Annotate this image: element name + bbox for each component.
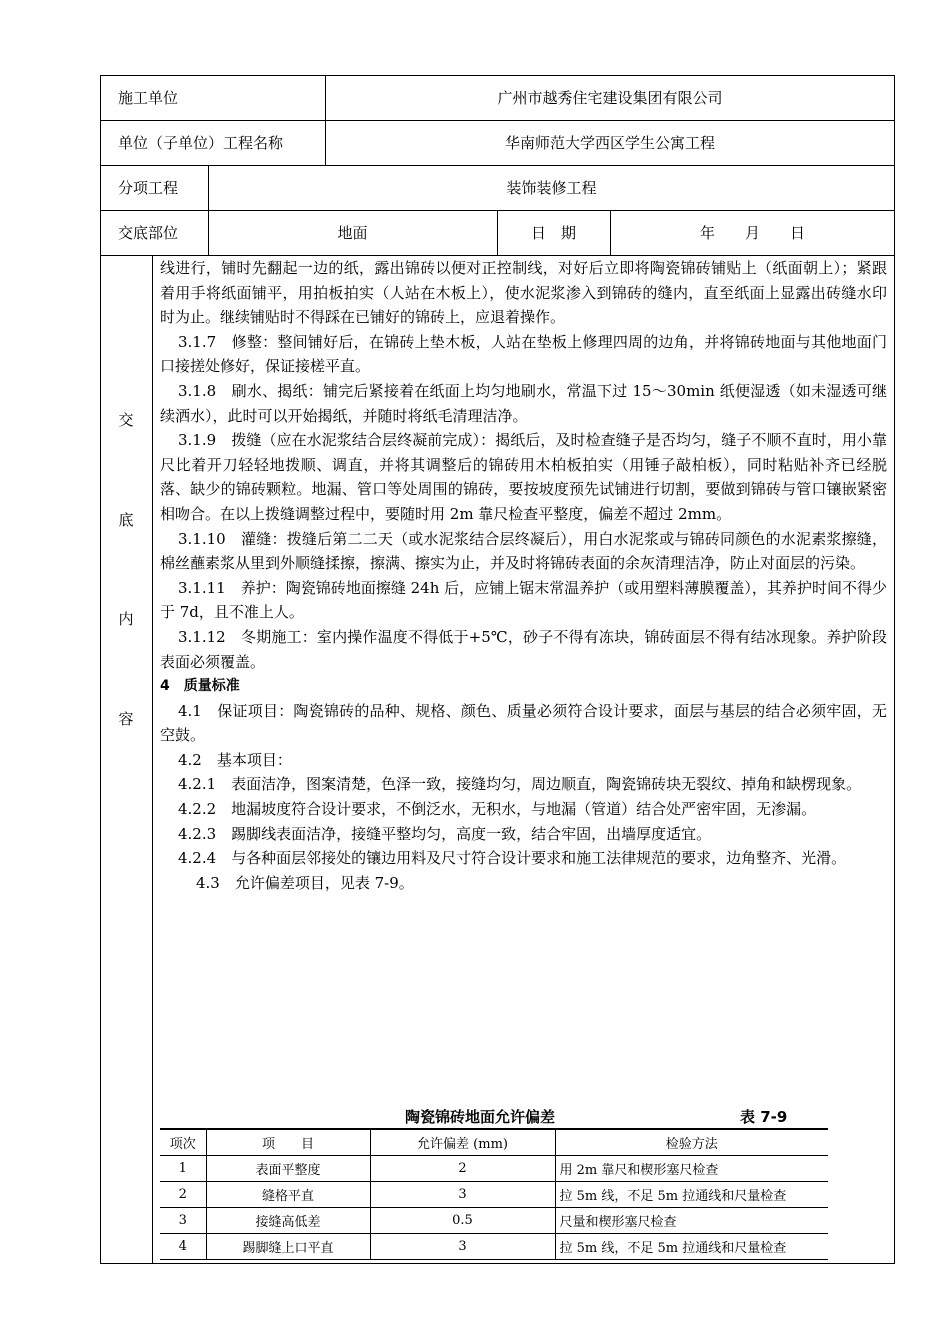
table-number: 表 7-9: [740, 1108, 788, 1126]
table-cell: 踢脚缝上口平直: [206, 1234, 370, 1260]
paragraph: 线进行，铺时先翻起一边的纸，露出锦砖以便对正控制线，对好后立即将陶瓷锦砖铺贴上（纸面朝上）；紧跟着用手将纸面铺平，用拍板拍实（人站在木板上），使水泥浆渗入到锦砖的缝内，直至纸面上显露出砖缝水印时为止。继续铺贴时不得踩在已铺好的锦砖上，应退着操作。: [160, 259, 887, 327]
project-name-value: 华南师范大学西区学生公寓工程: [504, 134, 715, 152]
paragraph: 4.2 基本项目：: [178, 750, 292, 769]
paragraph: 4.2.2 地漏坡度符合设计要求，不倒泛水，无积水，与地漏（管道）结合处严密牢固，无渗漏。: [178, 800, 817, 819]
table-cell: 3: [370, 1182, 555, 1208]
table-cell: 缝格平直: [206, 1182, 370, 1208]
table-cell: 接缝高低差: [206, 1208, 370, 1234]
paragraph: 3.1.9 拨缝（应在水泥浆结合层终凝前完成）：揭纸后，及时检查缝子是否均匀，缝子不顺不直时，用小靠尺比着开刀轻轻地拨顺、调直，并将其调整后的锦砖用木柏板拍实（用锤子敲柏板），同时粘贴补齐已经脱落、缺少的锦砖颗粒。地漏、管口等处周围的锦砖，要按坡度预先试铺进行切割，要做到锦砖与管口镶嵌紧密相吻合。在以上拨缝调整过程中，要随时用 2m 靠尺检查平整度，偏差不超过 2mm。: [160, 431, 887, 523]
table-header-cell: 项次: [160, 1129, 206, 1156]
table-cell: 2: [160, 1182, 206, 1208]
paragraph: 3.1.12 冬期施工：室内操作温度不得低于+5℃，砂子不得有冻块，锦砖面层不得有结冰现象。养护阶段表面必须覆盖。: [160, 627, 887, 671]
table-row: [160, 1156, 828, 1182]
table-header-cell: 允许偏差 (mm): [370, 1129, 555, 1156]
project-name-label: 单位（子单位）工程名称: [118, 134, 284, 152]
table-cell: 0.5: [370, 1208, 555, 1234]
side-label-char: 容: [118, 710, 134, 728]
table-header-row: [160, 1129, 828, 1156]
table-cell: 拉 5m 线，不足 5m 拉通线和尺量检查: [559, 1241, 787, 1256]
table-cell: 用 2m 靠尺和楔形塞尺检查: [559, 1163, 719, 1178]
sub-item-value: 装饰装修工程: [506, 179, 597, 197]
side-label-char: 底: [118, 511, 134, 529]
date-value: 年 月 日: [699, 224, 805, 242]
table-cell: 拉 5m 线，不足 5m 拉通线和尺量检查: [559, 1189, 787, 1204]
paragraph: 4.2.1 表面洁净，图案清楚，色泽一致，接缝均匀，周边顺直，陶瓷锦砖块无裂纹、掉角和缺楞现象。: [178, 775, 862, 794]
table-cell: 3: [160, 1208, 206, 1234]
paragraph: 4.3 允许偏差项目，见表 7-9。: [196, 873, 414, 892]
paragraph: 4.1 保证项目：陶瓷锦砖的品种、规格、颜色、质量必须符合设计要求，面层与基层的结合必须牢固，无空鼓。: [160, 701, 887, 745]
paragraph: 3.1.7 修整：整间铺好后，在锦砖上垫木板，人站在垫板上修理四周的边角，并将锦砖地面与其他地面门口接搓处修好，保证接槎平直。: [160, 332, 887, 376]
location-value: 地面: [337, 224, 368, 242]
col-divider: [152, 255, 153, 1264]
section-heading: 4 质量标准: [160, 678, 240, 695]
construction-unit-label: 施工单位: [118, 89, 179, 107]
construction-unit-value: 广州市越秀住宅建设集团有限公司: [497, 89, 723, 107]
table-row: [160, 1182, 828, 1208]
date-label: 日 期: [530, 224, 576, 242]
table-cell: 4: [160, 1234, 206, 1260]
paragraph: 3.1.11 养护：陶瓷锦砖地面擦缝 24h 后，应铺上锯末常温养护（或用塑料薄膜覆盖），其养护时间不得少于 7d，且不准上人。: [160, 578, 887, 622]
table-row: [160, 1234, 828, 1260]
paragraph: 3.1.8 刷水、揭纸：铺完后紧接着在纸面上均匀地刷水，常温下过 15～30min 纸便湿透（如未湿透可继续洒水），此时可以开始揭纸，并随时将纸毛清理洁净。: [160, 381, 887, 425]
side-label-char: 内: [118, 610, 134, 628]
sub-item-label: 分项工程: [118, 179, 179, 197]
table-cell: 3: [370, 1234, 555, 1260]
table-cell: 表面平整度: [206, 1156, 370, 1182]
table-header-cell: 检验方法: [665, 1137, 718, 1152]
table-row: [160, 1208, 828, 1234]
table-cell: 尺量和楔形塞尺检查: [559, 1215, 677, 1230]
table-header-cell: 项 目: [206, 1129, 370, 1156]
paragraph: 3.1.10 灌缝：拨缝后第二二天（或水泥浆结合层终凝后），用白水泥浆或与锦砖同颜色的水泥素浆擦缝，棉丝蘸素浆从里到外顺缝揉擦，擦满、擦实为止，并及时将锦砖表面的余灰清理洁净，防止对面层的污染。: [160, 529, 887, 573]
table-cell: 1: [160, 1156, 206, 1182]
paragraph: 4.2.3 踢脚线表面洁净，接缝平整均匀，高度一致，结合牢固，出墙厚度适宜。: [178, 824, 712, 843]
table-cell: 2: [370, 1156, 555, 1182]
disclosure-content: [160, 256, 887, 895]
side-label-char: 交: [118, 411, 134, 429]
table-title: 陶瓷锦砖地面允许偏差: [405, 1108, 556, 1126]
location-label: 交底部位: [118, 224, 179, 242]
deviation-table: [160, 1128, 828, 1260]
paragraph: 4.2.4 与各种面层邻接处的镶边用料及尺寸符合设计要求和施工法律规范的要求，边角整齐、光滑。: [178, 849, 847, 868]
